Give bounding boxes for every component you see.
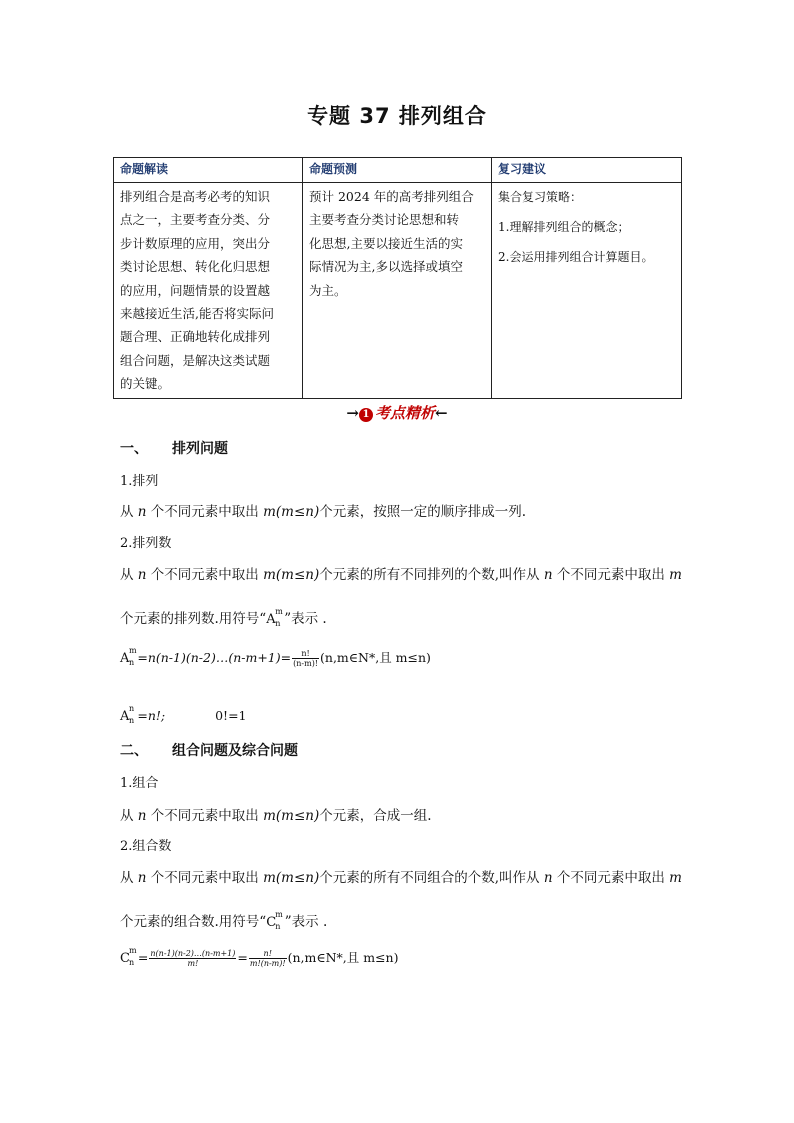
paragraph-permutation-def: 从 n 个不同元素中取出 m(m≤n)个元素，按照一定的顺序排成一列. (120, 504, 527, 520)
heading-permutation (120, 438, 228, 458)
interpretation-line: 排列组合是高考必考的知识 (120, 189, 271, 204)
fraction: $\frac{n!}{(n-m)!}$ (293, 649, 319, 668)
paragraph-combination-number: 从 n 个不同元素中取出 m(m≤n)个元素的所有不同组合的个数,叫作从 n 个不同元素中取出 m (120, 870, 682, 886)
subheading-combination: 1.组合 (120, 776, 159, 791)
formula-combination: C m n = $\frac{n(n-1)(n-2)\dots(n-m+1)}{m!}$ = $\frac{n!}{m!(n-m)!}$ (n,m∈N*,且 m≤n) (120, 946, 399, 968)
advice-item: 集合复习策略： (498, 190, 583, 204)
prediction-line: 化思想,主要以接近生活的实 (309, 235, 463, 251)
intro-table-body-row (114, 183, 682, 399)
heading-text: 排列问题 (172, 441, 228, 457)
subheading-combination-number: 2.组合数 (120, 839, 172, 854)
prediction-line: 为主。 (309, 282, 347, 298)
heading-text: 组合问题及综合问题 (172, 743, 298, 759)
interpretation-line: 题合理、正确地转化成排列 (120, 329, 271, 345)
paragraph-permutation-symbol: 个元素的排列数.用符号“A m n ”表示 . (120, 607, 327, 628)
section-heading (0, 402, 794, 423)
heading-number: 二、 (120, 743, 148, 759)
advice-cell (492, 183, 682, 399)
prediction-cell (303, 183, 492, 399)
header-advice: 复习建议 (492, 158, 682, 183)
subheading-permutation: 1.排列 (120, 474, 159, 489)
formula-permutation: A m n =n(n-1)(n-2)…(n-m+1)= $\frac{n!}{(n-m)!}$ (n,m∈N*,且 m≤n) (120, 646, 431, 668)
prediction-line: 际情况为主,多以选择或填空 (309, 259, 463, 275)
combination-symbol: C m n (266, 910, 283, 931)
intro-table-header-row (114, 158, 682, 183)
number-badge-icon: 1 (359, 408, 373, 422)
advice-item: 2.会运用排列组合计算题目。 (498, 250, 654, 264)
formula-factorial: A n n =n!; 0!=1 (120, 704, 247, 725)
paragraph-permutation-number: 从 n 个不同元素中取出 m(m≤n)个元素的所有不同排列的个数,叫作从 n 个不同元素中取出 m (120, 567, 682, 583)
interpretation-line: 来越接近生活,能否将实际问 (120, 306, 274, 322)
interpretation-line: 的关键。 (120, 376, 171, 392)
heading-number: 一、 (120, 441, 148, 457)
heading-combination (120, 740, 298, 760)
header-interpretation: 命题解读 (114, 158, 303, 183)
subheading-permutation-number: 2.排列数 (120, 536, 172, 551)
page-title: 专题 37 排列组合 (307, 104, 487, 128)
prediction-line: 主要考查分类讨论思想和转 (309, 212, 460, 228)
interpretation-line: 的应用，问题情景的设置越 (120, 282, 271, 298)
interpretation-line: 步计数原理的应用，突出分 (120, 235, 271, 251)
intro-table (113, 157, 682, 399)
permutation-symbol: A m n (266, 607, 283, 628)
section-heading-text: 考点精析 (374, 404, 435, 422)
fraction: $\frac{n(n-1)(n-2)\dots(n-m+1)}{m!}$ (150, 949, 236, 968)
header-prediction: 命题预测 (303, 158, 492, 183)
fraction: $\frac{n!}{m!(n-m)!}$ (249, 949, 286, 968)
interpretation-line: 点之一，主要考查分类、分 (120, 212, 271, 228)
arrow-left-icon: ← (435, 404, 448, 422)
interpretation-line: 类讨论思想、转化化归思想 (120, 259, 271, 275)
paragraph-combination-def: 从 n 个不同元素中取出 m(m≤n)个元素，合成一组. (120, 808, 432, 824)
arrow-right-icon: → (346, 404, 359, 422)
paragraph-combination-symbol: 个元素的组合数.用符号“C m n ”表示 . (120, 910, 328, 931)
advice-item: 1.理解排列组合的概念； (498, 220, 630, 234)
interpretation-cell (114, 183, 303, 399)
prediction-line: 预计 2024 年的高考排列组合 (309, 189, 474, 204)
interpretation-line: 组合问题，是解决这类试题 (120, 352, 271, 368)
